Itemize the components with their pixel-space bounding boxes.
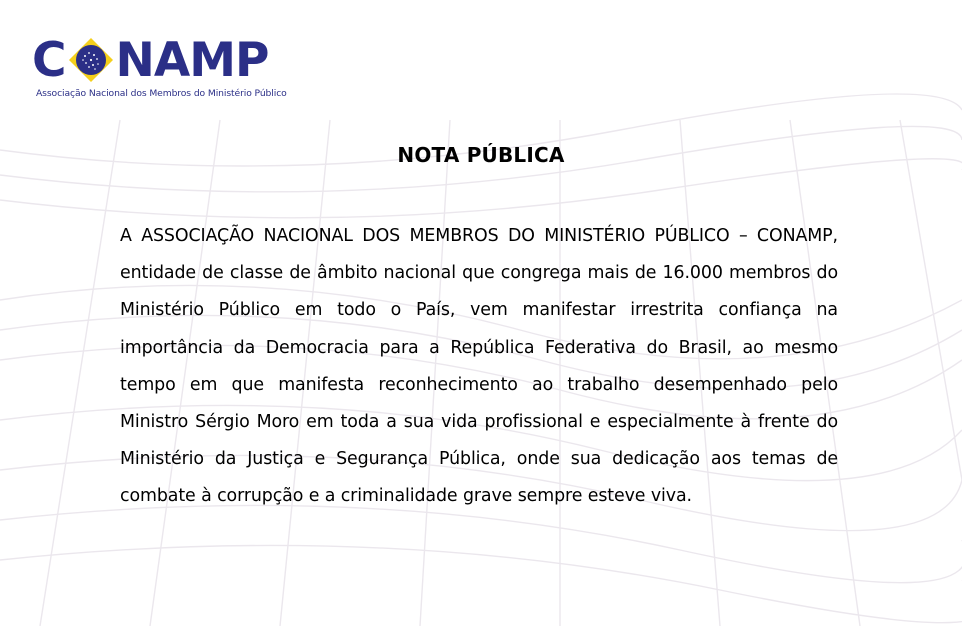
- document-body: A ASSOCIAÇÃO NACIONAL DOS MEMBROS DO MINISTÉRIO PÚBLICO – CONAMP, entidade de classe de âmbito nacional que congrega mais de 16.000 membros do Ministério Público em todo o País, vem manifestar irrestrita confiança na importância da Democracia para a República Federativa do Brasil, ao mesmo tempo em que manifesta reconhecimento ao trabalho desempenhado pelo Ministro Sérgio Moro em toda a sua vida profissional e especialmente à frente do Ministério da Justiça e Segurança Pública, onde sua dedicação aos temas de combate à corrupção e a criminalidade grave sempre esteve viva.: [120, 226, 838, 507]
- logo-letters-namp: NAMP: [115, 32, 269, 88]
- brazil-globe-icon: [67, 36, 115, 84]
- logo-wordmark: [32, 32, 268, 88]
- logo-letter-c: C: [32, 32, 66, 88]
- logo-subtitle: Associação Nacional dos Membros do Ministério Público: [36, 88, 287, 99]
- page-title: NOTA PÚBLICA: [397, 143, 565, 167]
- conamp-logo: [32, 28, 312, 102]
